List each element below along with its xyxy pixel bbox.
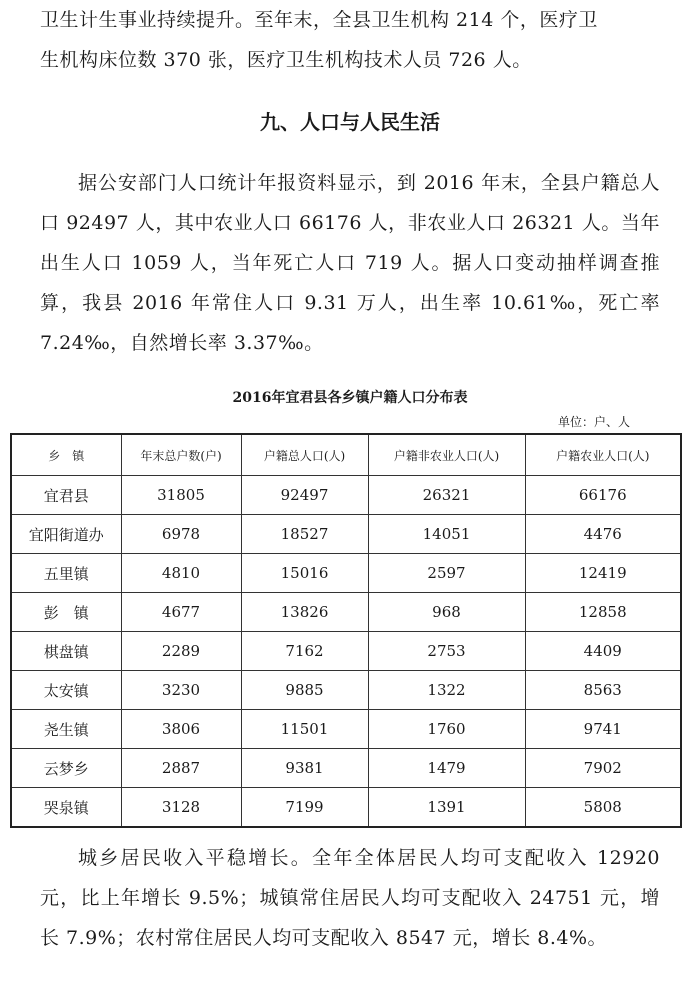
section-title: 九、人口与人民生活 [260,110,440,134]
header-non-agricultural: 户籍非农业人口(人) [368,434,525,476]
total-population-cell: 9885 [241,671,368,710]
header-agricultural: 户籍农业人口(人) [525,434,681,476]
health-paragraph-line1: 卫生计生事业持续提升。至年末，全县卫生机构 214 个，医疗卫 [40,9,598,31]
households-cell: 3128 [121,788,241,828]
households-cell: 6978 [121,515,241,554]
township-name: 宜阳街道办 [11,515,121,554]
agricultural-cell: 9741 [525,710,681,749]
township-name: 尧生镇 [11,710,121,749]
non-agricultural-cell: 2753 [368,632,525,671]
non-agricultural-cell: 26321 [368,476,525,515]
households-cell: 31805 [121,476,241,515]
non-agricultural-cell: 1391 [368,788,525,828]
population-paragraph: 据公安部门人口统计年报资料显示，到 2016 年末，全县户籍总人口 92497 人，其中农业人口 66176 人，非农业人口 26321 人。当年出生人口 1059 人，当年死亡人口 719 人。据人口变动抽样调查推算，我县 2016 年常住人口 9.31 万人，出生率 10.61‰，死亡率 7.24‰，自然增长率 3.37‰。 [40,172,660,354]
total-population-cell: 9381 [241,749,368,788]
households-cell: 3806 [121,710,241,749]
agricultural-cell: 12858 [525,593,681,632]
agricultural-cell: 8563 [525,671,681,710]
agricultural-cell: 4409 [525,632,681,671]
agricultural-cell: 7902 [525,749,681,788]
total-population-cell: 11501 [241,710,368,749]
health-paragraph-line2: 生机构床位数 370 张，医疗卫生机构技术人员 726 人。 [40,49,532,71]
agricultural-cell: 66176 [525,476,681,515]
table-row [11,710,681,749]
table-header-row [11,434,681,476]
income-paragraph: 城乡居民收入平稳增长。全年全体居民人均可支配收入 12920 元，比上年增长 9.5%；城镇常住居民人均可支配收入 24751 元，增长 7.9%；农村常住居民人均可支配收入 8547 元，增长 8.4%。 [40,847,660,949]
table-row [11,632,681,671]
non-agricultural-cell: 2597 [368,554,525,593]
population-table [10,433,682,828]
table-row [11,593,681,632]
households-cell: 2887 [121,749,241,788]
table-row [11,671,681,710]
header-township: 乡 镇 [11,434,121,476]
township-name: 哭泉镇 [11,788,121,828]
non-agricultural-cell: 1479 [368,749,525,788]
township-name: 彭 镇 [11,593,121,632]
table-body [11,476,681,828]
township-name: 云梦乡 [11,749,121,788]
township-name: 棋盘镇 [11,632,121,671]
households-cell: 4677 [121,593,241,632]
total-population-cell: 13826 [241,593,368,632]
total-population-cell: 92497 [241,476,368,515]
households-cell: 2289 [121,632,241,671]
table-title: 2016年宜君县各乡镇户籍人口分布表 [232,390,468,406]
total-population-cell: 7199 [241,788,368,828]
table-row [11,749,681,788]
non-agricultural-cell: 1760 [368,710,525,749]
agricultural-cell: 12419 [525,554,681,593]
table-unit: 单位：户、人 [557,415,630,429]
total-population-cell: 7162 [241,632,368,671]
total-population-cell: 18527 [241,515,368,554]
non-agricultural-cell: 14051 [368,515,525,554]
township-name: 五里镇 [11,554,121,593]
township-name: 太安镇 [11,671,121,710]
households-cell: 3230 [121,671,241,710]
households-cell: 4810 [121,554,241,593]
township-name: 宜君县 [11,476,121,515]
non-agricultural-cell: 968 [368,593,525,632]
non-agricultural-cell: 1322 [368,671,525,710]
total-population-cell: 15016 [241,554,368,593]
agricultural-cell: 4476 [525,515,681,554]
header-total-population: 户籍总人口(人) [241,434,368,476]
table-row [11,788,681,828]
table-row [11,554,681,593]
header-households: 年末总户数(户) [121,434,241,476]
table-row [11,515,681,554]
table-row [11,476,681,515]
agricultural-cell: 5808 [525,788,681,828]
